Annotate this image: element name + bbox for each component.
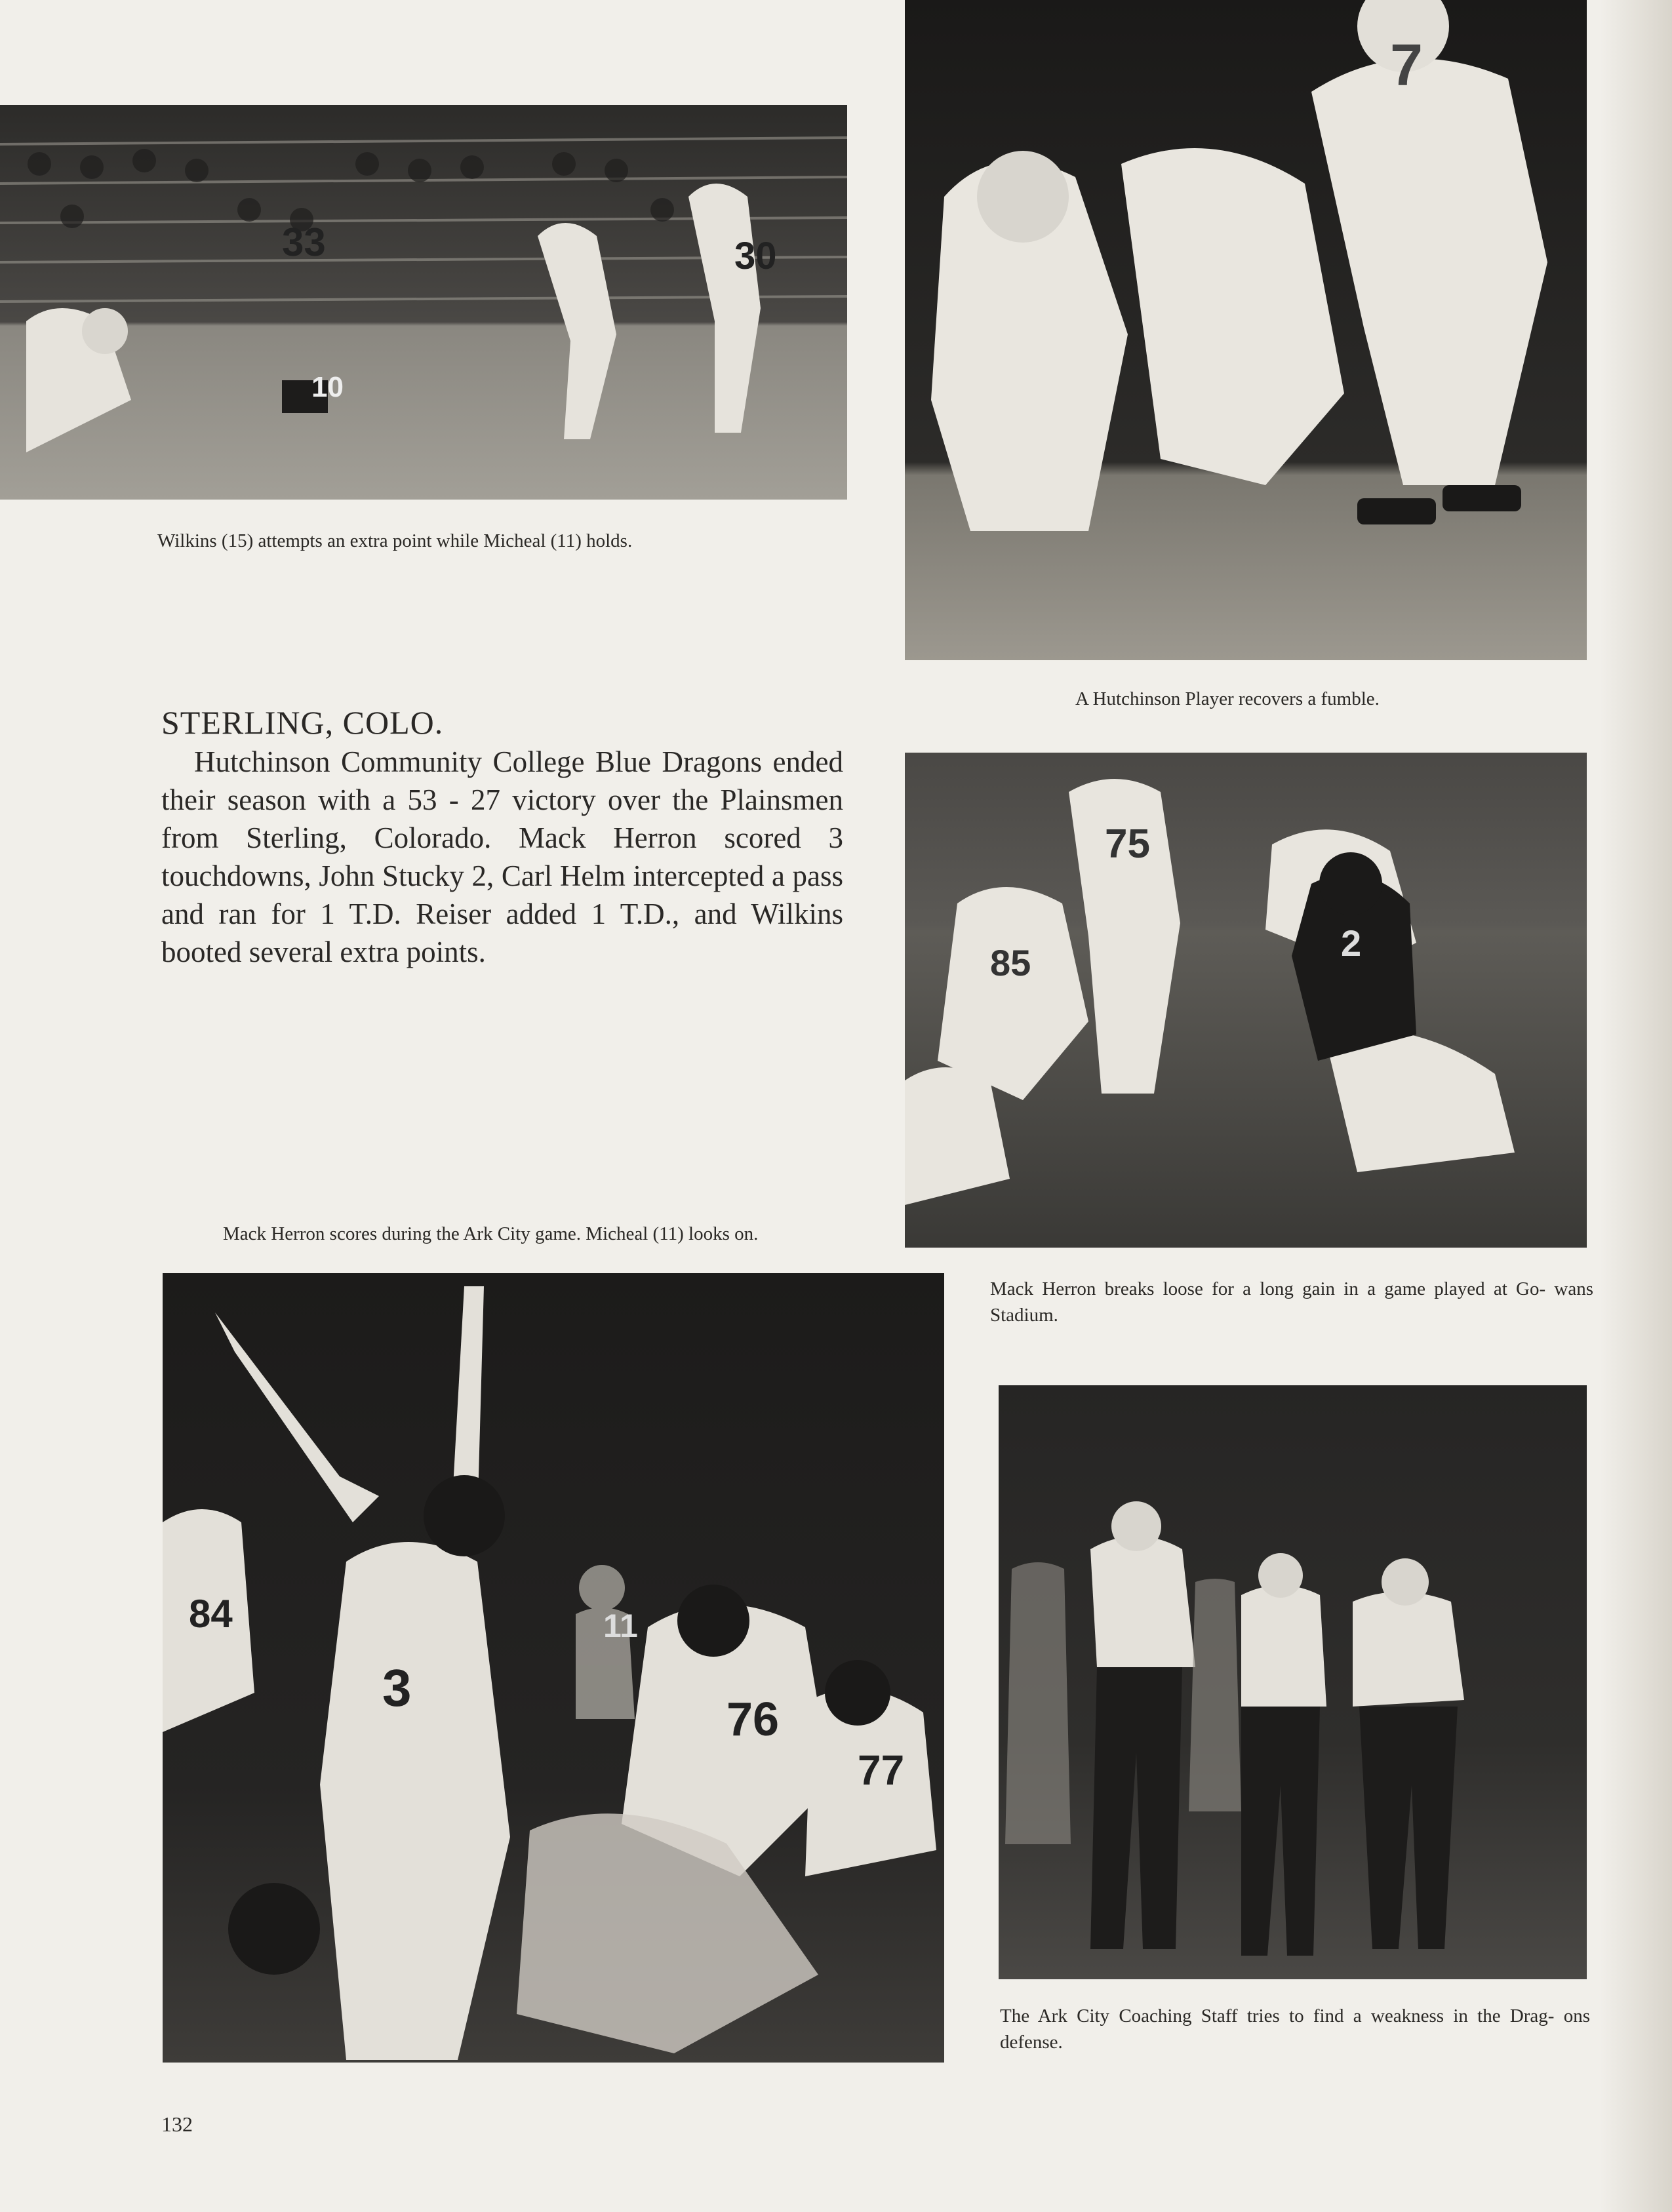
jersey-number-10: 10: [311, 371, 344, 403]
jersey-number-7: 7: [1390, 33, 1423, 98]
photo-herron-breaks-loose: [905, 753, 1587, 1248]
jersey-number-3: 3: [382, 1659, 412, 1717]
photo-extra-point: [0, 105, 847, 500]
jersey-number-33: 33: [282, 220, 326, 264]
caption-coaching-staff: The Ark City Coaching Staff tries to find a weakness in the Drag- ons defense.: [1000, 2005, 1590, 2053]
jersey-number-76: 76: [727, 1693, 780, 1746]
page-number: 132: [161, 2112, 193, 2136]
jersey-number-85: 85: [990, 942, 1031, 983]
jersey-number-11: 11: [603, 1608, 638, 1644]
photo-fumble-recovery: [905, 0, 1587, 660]
jersey-number-84: 84: [189, 1592, 233, 1636]
caption-herron-scores: Mack Herron scores during the Ark City game. Micheal (11) looks on.: [223, 1223, 759, 1244]
jersey-number-77: 77: [858, 1747, 905, 1794]
caption-fumble-recovery: A Hutchinson Player recovers a fumble.: [1075, 688, 1380, 709]
photo-herron-scores: [163, 1273, 944, 2063]
page-edge-shadow: [1600, 0, 1672, 2212]
jersey-number-2: 2: [1341, 922, 1362, 964]
jersey-number-75: 75: [1105, 821, 1150, 867]
caption-extra-point: Wilkins (15) attempts an extra point while Micheal (11) holds.: [157, 530, 633, 551]
caption-herron-breaks-loose: Mack Herron breaks loose for a long gain in a game played at Go- wans Stadium.: [990, 1278, 1593, 1326]
article-heading: STERLING, COLO.: [161, 704, 444, 741]
photo-coaching-staff: [999, 1385, 1587, 1979]
article-body: Hutchinson Community College Blue Dragons ended their season with a 53 - 27 victory over the Plainsmen from Sterling, Colorado. Mack Herron scored 3 touchdowns, John Stucky 2, Carl Helm intercepted a pass and ran for 1 T.D. Reiser added 1 T.D., and Wilkins booted several extra points.: [161, 745, 843, 968]
jersey-number-30: 30: [734, 235, 777, 277]
